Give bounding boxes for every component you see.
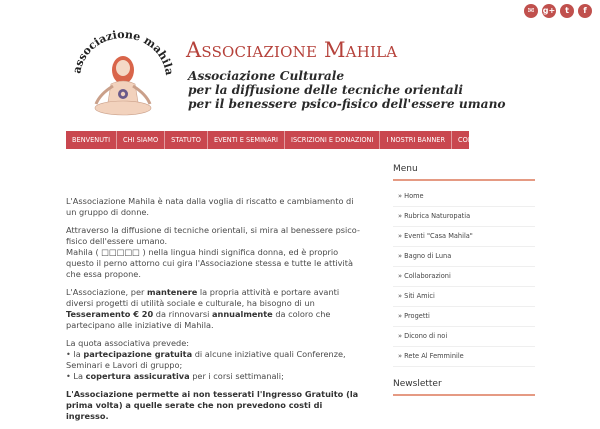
text: Mahila ( □□□□□ ) nella lingua hindi significa donna, ed è proprio questo il perno attorno cui gira l'Associazione stessa e tutte le attività che essa propone. [66, 247, 354, 279]
main-nav [66, 131, 491, 149]
text: La quota associativa prevede: [66, 338, 190, 348]
logo-text: associazione mahila [70, 28, 176, 77]
facebook-icon[interactable]: f [578, 4, 592, 18]
list-item [66, 371, 366, 382]
text-bold: partecipazione gratuita [83, 349, 193, 359]
main-content [66, 196, 366, 429]
email-icon[interactable]: ✉ [524, 4, 538, 18]
twitter-icon[interactable]: t [560, 4, 574, 18]
sidebar-item-eventi[interactable]: » Eventi "Casa Mahila" [393, 227, 535, 247]
meditating-figure-icon [95, 56, 151, 115]
nav-item-contatti[interactable]: CONTATTI [458, 136, 491, 144]
text: Attraverso la diffusione di tecniche orientali, si mira al benessere psico-fisico dell'essere umano. [66, 225, 360, 246]
text-bold: Tesseramento € 20 [66, 309, 154, 319]
nav-item-statuto[interactable]: STATUTO [165, 131, 208, 149]
nav-item-iscrizioni[interactable]: ISCRIZIONI E DONAZIONI [285, 131, 380, 149]
sidebar-item-dicono[interactable]: » Dicono di noi [393, 327, 535, 347]
sidebar-item-siti-amici[interactable]: » Siti Amici [393, 287, 535, 307]
text-bold: copertura assicurativa [85, 371, 190, 381]
text: • la [66, 349, 84, 359]
content-paragraph [66, 225, 366, 280]
sidebar-item-collaborazioni[interactable]: » Collaborazioni [393, 267, 535, 287]
content-paragraph [66, 338, 366, 382]
nav-item-eventi[interactable]: EVENTI E SEMINARI [208, 131, 285, 149]
text: per i corsi settimanali; [189, 371, 284, 381]
tagline-line: Associazione Culturale [188, 69, 345, 83]
content-paragraph: L'Associazione Mahila è nata dalla voglia di riscatto e cambiamento di un gruppo di donne. [66, 196, 354, 217]
site-title[interactable]: Associazione Mahila [186, 38, 398, 62]
list-item [66, 349, 366, 371]
nav-item-banner[interactable]: I NOSTRI BANNER [380, 131, 452, 149]
tagline-line: per il benessere psico-fisico dell'essere umano [188, 97, 506, 111]
text-bold: annualmente [211, 309, 273, 319]
text-bold: mantenere [146, 287, 198, 297]
sidebar-newsletter-title: Newsletter [393, 379, 535, 396]
text: da coloro che partecipano alle iniziative di Mahila. [66, 309, 331, 330]
site-logo[interactable] [66, 28, 180, 120]
sidebar-menu [393, 187, 535, 367]
text: la propria attività e portare avanti diversi progetti di utilità sociale e culturale, ha bisogno di un [66, 287, 340, 308]
text: • La [66, 371, 86, 381]
sidebar-item-rubrica[interactable]: » Rubrica Naturopatia [393, 207, 535, 227]
sidebar-item-progetti[interactable]: » Progetti [393, 307, 535, 327]
text: L'Associazione, per [66, 287, 147, 297]
sidebar-menu-title: Menu [393, 164, 535, 181]
text-bold: L'Associazione permette ai non tesserati l'Ingresso Gratuito (la prima volta) a quelle serate che non prevedono costi di ingresso. [66, 389, 359, 421]
sidebar-item-home[interactable]: » Home [393, 187, 535, 207]
sidebar [393, 164, 535, 402]
content-paragraph [66, 389, 366, 422]
sidebar-item-bagno-di-luna[interactable]: » Bagno di Luna [393, 247, 535, 267]
google-plus-icon[interactable]: g+ [542, 4, 556, 18]
text: da rinnovarsi [153, 309, 212, 319]
nav-item-benvenuti[interactable]: BENVENUTI [66, 131, 117, 149]
sidebar-item-rete[interactable]: » Rete Al Femminile [393, 347, 535, 367]
social-links [524, 4, 592, 18]
site-tagline [188, 69, 506, 111]
nav-item-chi-siamo[interactable]: CHI SIAMO [117, 131, 165, 149]
content-paragraph [66, 287, 366, 331]
text: di alcune iniziative quali Conferenze, Seminari e Lavori di gruppo; [66, 349, 346, 370]
tagline-line: per la diffusione delle tecniche orientali [188, 83, 463, 97]
